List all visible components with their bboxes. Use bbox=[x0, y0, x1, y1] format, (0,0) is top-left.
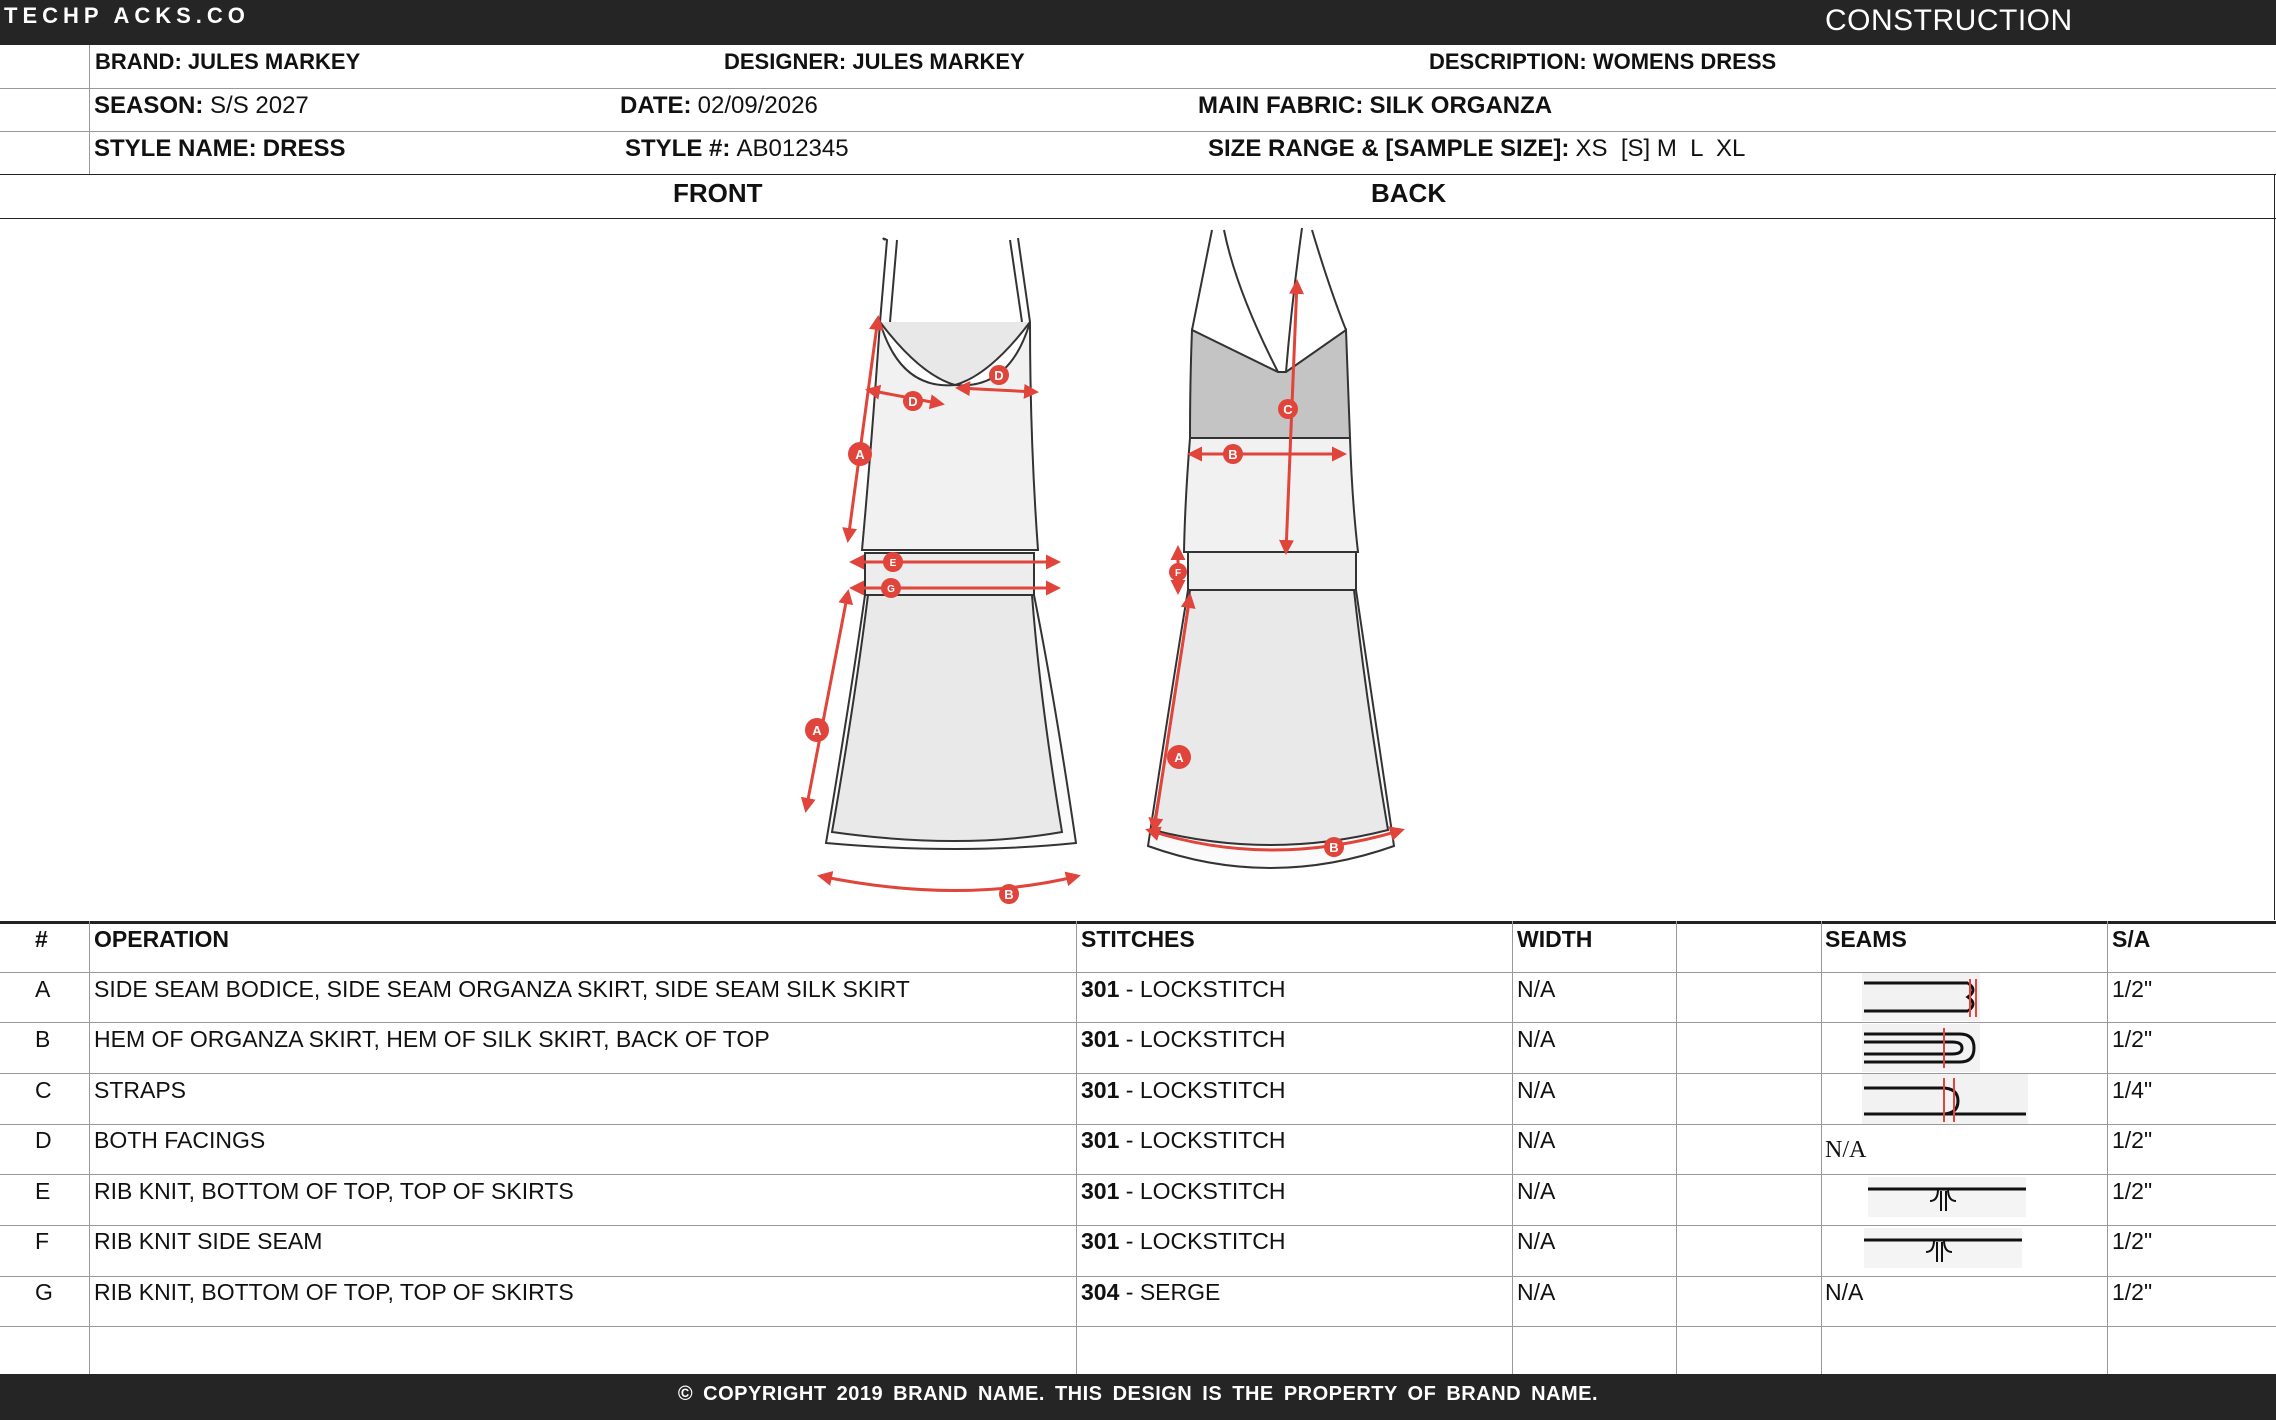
table-top-border bbox=[0, 921, 2276, 924]
divider bbox=[0, 1174, 2276, 1175]
row-width: N/A bbox=[1517, 1077, 1556, 1103]
col-header-width: WIDTH bbox=[1517, 926, 1593, 952]
header-divider bbox=[89, 45, 90, 175]
divider bbox=[0, 1276, 2276, 1277]
svg-text:B: B bbox=[1329, 840, 1339, 855]
seam-diagram-icon bbox=[1864, 1228, 2022, 1268]
divider bbox=[1676, 921, 1677, 1374]
seam-diagram-icon bbox=[1862, 973, 1980, 1021]
title-bar bbox=[0, 0, 2276, 45]
date-field: DATE: 02/09/2026 bbox=[620, 92, 818, 119]
row-seam: N/A bbox=[1825, 1137, 1867, 1163]
row-sa: 1/2" bbox=[2112, 976, 2153, 1002]
divider bbox=[1512, 921, 1513, 1374]
row-width: N/A bbox=[1517, 1279, 1556, 1305]
row-width: N/A bbox=[1517, 976, 1556, 1002]
divider bbox=[89, 921, 90, 1374]
seam-diagram-icon bbox=[1862, 1074, 2028, 1124]
main-fabric-field: MAIN FABRIC: SILK ORGANZA bbox=[1198, 92, 1553, 119]
svg-text:A: A bbox=[812, 723, 822, 738]
designer-field: DESIGNER: JULES MARKEY bbox=[724, 49, 1025, 74]
row-stitch: 301 - LOCKSTITCH bbox=[1081, 1026, 1286, 1052]
seam-diagram-icon bbox=[1862, 1024, 1980, 1072]
svg-text:C: C bbox=[1283, 402, 1293, 417]
row-sa: 1/2" bbox=[2112, 1026, 2153, 1052]
divider bbox=[0, 88, 2276, 89]
row-sa: 1/2" bbox=[2112, 1279, 2153, 1305]
back-view-label: BACK bbox=[1371, 178, 1447, 208]
row-stitch: 304 - SERGE bbox=[1081, 1279, 1221, 1305]
row-operation: HEM OF ORGANZA SKIRT, HEM OF SILK SKIRT, BACK OF TOP bbox=[94, 1026, 770, 1052]
divider bbox=[0, 1124, 2276, 1125]
row-operation: RIB KNIT, BOTTOM OF TOP, TOP OF SKIRTS bbox=[94, 1178, 574, 1204]
row-width: N/A bbox=[1517, 1178, 1556, 1204]
description-field: DESCRIPTION: WOMENS DRESS bbox=[1429, 49, 1777, 74]
brand-logo: TECHP ACKS.CO bbox=[4, 3, 250, 28]
sheet-title: CONSTRUCTION bbox=[1825, 4, 2073, 37]
front-dress-drawing bbox=[826, 238, 1076, 849]
row-stitch: 301 - LOCKSTITCH bbox=[1081, 976, 1286, 1002]
col-header-number: # bbox=[35, 926, 48, 952]
row-width: N/A bbox=[1517, 1228, 1556, 1254]
row-stitch: 301 - LOCKSTITCH bbox=[1081, 1127, 1286, 1153]
svg-text:B: B bbox=[1004, 887, 1014, 902]
row-id: G bbox=[35, 1279, 53, 1305]
row-id: F bbox=[35, 1228, 50, 1254]
col-header-stitches: STITCHES bbox=[1081, 926, 1195, 952]
row-stitch: 301 - LOCKSTITCH bbox=[1081, 1228, 1286, 1254]
row-sa: 1/2" bbox=[2112, 1228, 2153, 1254]
divider bbox=[0, 174, 2276, 175]
divider bbox=[0, 1022, 2276, 1023]
col-header-sa: S/A bbox=[2112, 926, 2151, 952]
svg-text:E: E bbox=[889, 558, 897, 569]
divider bbox=[0, 131, 2276, 132]
row-id: A bbox=[35, 976, 51, 1002]
svg-text:D: D bbox=[908, 394, 918, 409]
garment-sketch bbox=[0, 219, 2276, 921]
row-seam: N/A bbox=[1825, 1279, 1864, 1305]
seam-diagram-icon bbox=[1868, 1177, 2026, 1217]
copyright-footer: © COPYRIGHT 2019 BRAND NAME. THIS DESIGN IS THE PROPERTY OF BRAND NAME. bbox=[0, 1374, 2276, 1420]
row-id: C bbox=[35, 1077, 52, 1103]
svg-text:A: A bbox=[1174, 750, 1184, 765]
row-operation: BOTH FACINGS bbox=[94, 1127, 266, 1153]
col-header-seams: SEAMS bbox=[1825, 926, 1907, 952]
divider bbox=[1821, 921, 1822, 1374]
divider bbox=[0, 1225, 2276, 1226]
svg-text:A: A bbox=[855, 447, 865, 462]
row-sa: 1/2" bbox=[2112, 1127, 2153, 1153]
row-stitch: 301 - LOCKSTITCH bbox=[1081, 1077, 1286, 1103]
svg-text:D: D bbox=[994, 368, 1004, 383]
row-id: B bbox=[35, 1026, 51, 1052]
row-width: N/A bbox=[1517, 1127, 1556, 1153]
back-dress-drawing bbox=[1148, 228, 1394, 868]
row-operation: SIDE SEAM BODICE, SIDE SEAM ORGANZA SKIRT, SIDE SEAM SILK SKIRT bbox=[94, 976, 910, 1002]
style-number-field: STYLE #: AB012345 bbox=[625, 135, 849, 162]
row-stitch: 301 - LOCKSTITCH bbox=[1081, 1178, 1286, 1204]
svg-text:G: G bbox=[887, 584, 895, 595]
svg-text:B: B bbox=[1228, 447, 1238, 462]
row-id: E bbox=[35, 1178, 51, 1204]
col-header-operation: OPERATION bbox=[94, 926, 230, 952]
row-operation: STRAPS bbox=[94, 1077, 187, 1103]
front-view-label: FRONT bbox=[673, 178, 763, 208]
row-sa: 1/2" bbox=[2112, 1178, 2153, 1204]
style-name-field: STYLE NAME: DRESS bbox=[94, 135, 346, 162]
row-width: N/A bbox=[1517, 1026, 1556, 1052]
season-field: SEASON: S/S 2027 bbox=[94, 92, 309, 119]
row-operation: RIB KNIT, BOTTOM OF TOP, TOP OF SKIRTS bbox=[94, 1279, 574, 1305]
row-id: D bbox=[35, 1127, 52, 1153]
brand-field: BRAND: JULES MARKEY bbox=[95, 49, 361, 74]
row-sa: 1/4" bbox=[2112, 1077, 2153, 1103]
divider bbox=[0, 1326, 2276, 1327]
divider bbox=[2107, 921, 2108, 1374]
divider bbox=[1076, 921, 1077, 1374]
svg-text:F: F bbox=[1174, 568, 1182, 579]
row-operation: RIB KNIT SIDE SEAM bbox=[94, 1228, 323, 1254]
size-range-field: SIZE RANGE & [SAMPLE SIZE]: XS [S] M L XL bbox=[1208, 135, 1746, 162]
